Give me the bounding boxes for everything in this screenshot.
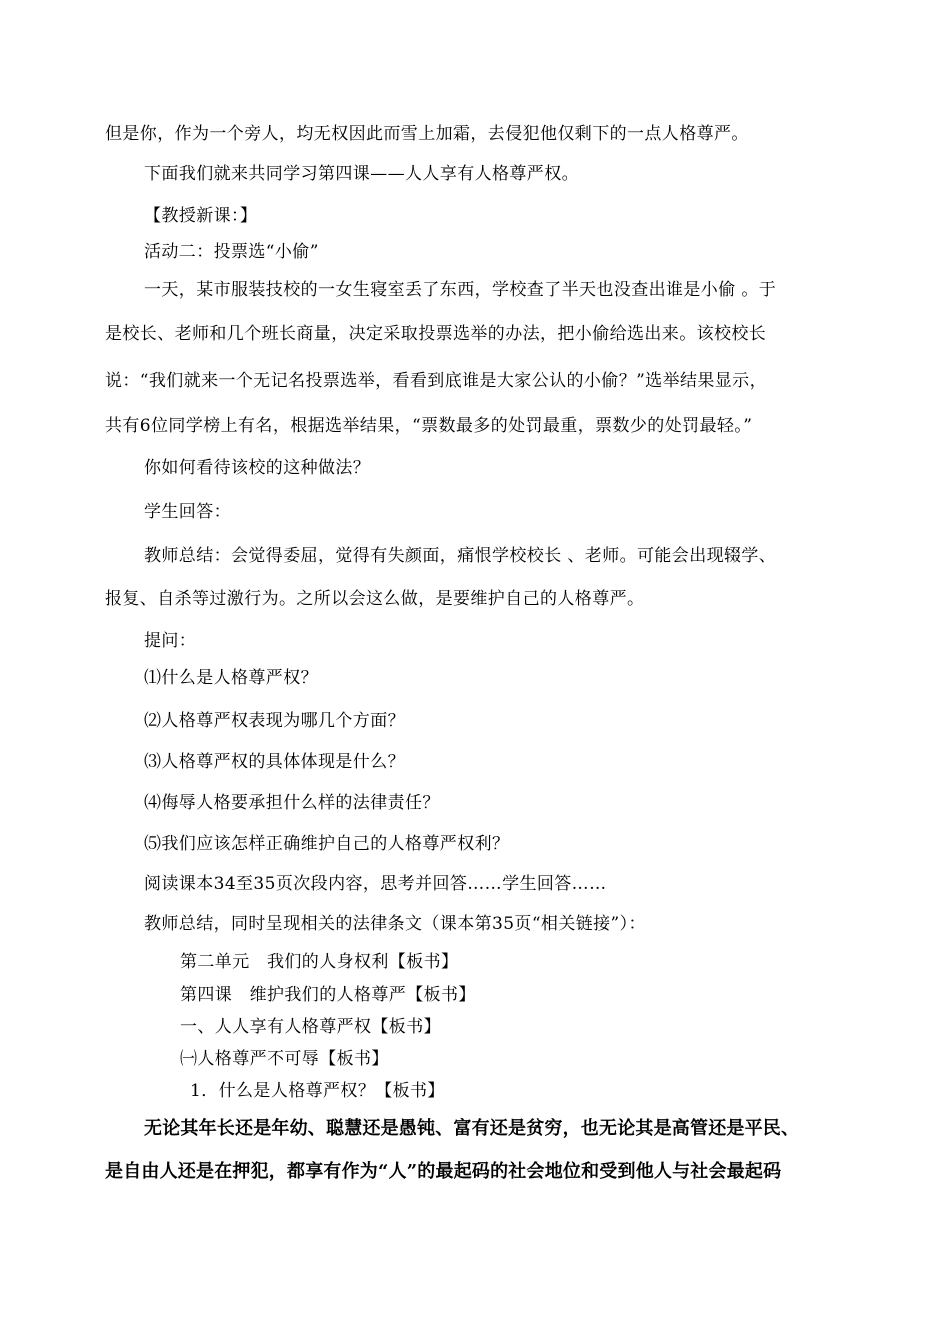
paragraph-line: 学生回答： [144,502,231,522]
bold-paragraph-line: 无论其年长还是年幼、聪慧还是愚钝、富有还是贫穷，也无论其是高管还是平民、 [144,1118,800,1139]
question-item: ⑵人格尊严权表现为哪几个方面？ [144,711,405,731]
board-note: 第二单元 我们的人身权利【板书】 [180,952,459,972]
paragraph-line: 教师总结，同时呈现相关的法律条文（课本第35页“相关链接”）： [144,914,646,934]
paragraph-line: 教师总结：会觉得委屈，觉得有失颜面，痛恨学校校长 、老师。可能会出现辍学、 [144,546,777,566]
paragraph-line: 你如何看待该校的这种做法？ [144,458,371,478]
bold-paragraph-line: 是自由人还是在押犯，都享有作为“人”的最起码的社会地位和受到他人与社会最起码 [105,1161,782,1182]
activity-heading: 活动二：投票选“小偷” [144,242,319,262]
board-note: ㈠人格尊严不可辱【板书】 [180,1049,389,1069]
board-note: 第四课 维护我们的人格尊严【板书】 [180,985,476,1005]
paragraph-line: 是校长、老师和几个班长商量，决定采取投票选举的办法，把小偷给选出来。该校校长 [105,324,767,344]
question-item: ⑶人格尊严权的具体体现是什么？ [144,752,405,772]
paragraph-line: 一天，某市服装技校的一女生寝室丢了东西，学校查了半天也没查出谁是小偷 。于 [144,280,777,300]
question-item: ⑷侮辱人格要承担什么样的法律责任？ [144,793,440,813]
paragraph-line: 下面我们就来共同学习第四课——人人享有人格尊严权。 [144,164,579,184]
paragraph-line: 报复、自杀等过激行为。之所以会这么做，是要维护自己的人格尊严。 [105,589,645,609]
paragraph-line: 说：“我们就来一个无记名投票选举，看看到底谁是大家公认的小偷？”选举结果显示， [105,371,767,391]
paragraph-line: 共有6位同学榜上有名，根据选举结果，“票数最多的处罚最重，票数少的处罚最轻。” [105,416,753,436]
question-item: ⑴什么是人格尊严权？ [144,668,318,688]
paragraph-line: 提问： [144,631,197,651]
question-item: ⑸我们应该怎样正确维护自己的人格尊严权利？ [144,834,510,854]
paragraph-line: 但是你，作为一个旁人，均无权因此而雪上加霜，去侵犯他仅剩下的一点人格尊严。 [105,124,749,144]
paragraph-line: 阅读课本34至35页次段内容，思考并回答……学生回答…… [144,874,607,894]
section-heading: 【教授新课：】 [144,206,258,226]
board-note: 一、人人享有人格尊严权【板书】 [180,1017,441,1037]
board-note: 1．什么是人格尊严权？【板书】 [190,1081,445,1101]
